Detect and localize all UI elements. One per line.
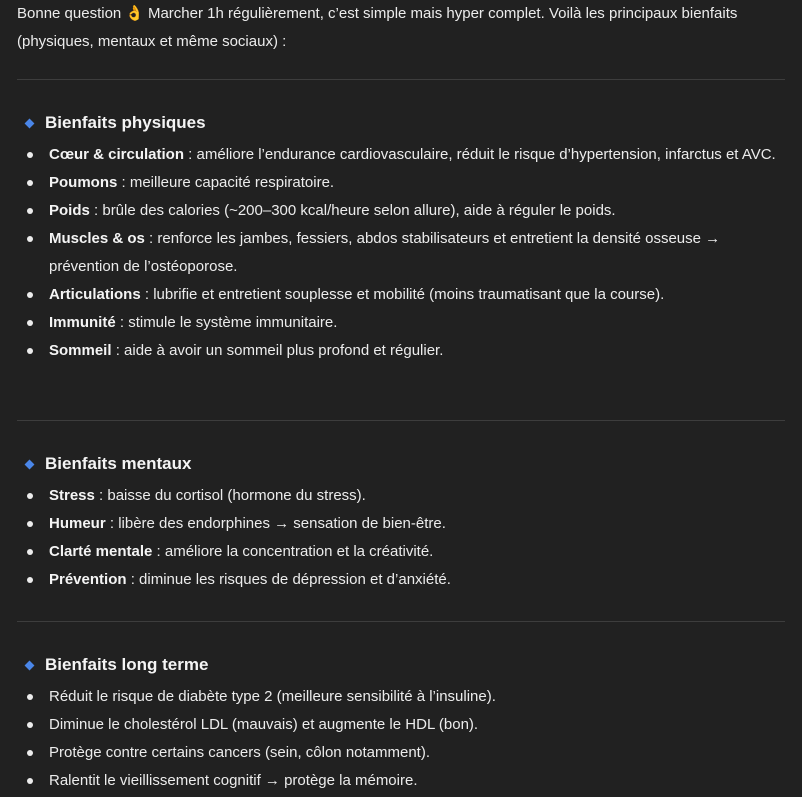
list-item bbox=[0, 141, 790, 169]
bullet-dot-icon bbox=[27, 722, 33, 728]
list-item bbox=[0, 169, 790, 197]
bullet-dot-icon bbox=[27, 577, 33, 583]
divider bbox=[17, 621, 785, 622]
item-text: : améliore la concentration et la créativité. bbox=[152, 543, 434, 560]
list-item bbox=[0, 225, 790, 281]
list-item bbox=[0, 566, 790, 594]
section-title: Bienfaits physiques bbox=[45, 113, 206, 132]
item-label: Prévention bbox=[49, 571, 127, 588]
list-item bbox=[0, 538, 790, 566]
list-item bbox=[0, 510, 790, 538]
section-heading-long-terme bbox=[24, 653, 208, 677]
item-text: : lubrifie et entretient souplesse et mobilité (moins traumatisant que la course). bbox=[140, 286, 665, 303]
item-label: Stress bbox=[49, 487, 95, 504]
item-text: : diminue les risques de dépression et d’anxiété. bbox=[126, 571, 451, 588]
item-text: Réduit le risque de diabète type 2 (meilleure sensibilité à l’insuline). bbox=[49, 688, 496, 705]
item-label: Humeur bbox=[49, 515, 106, 532]
item-text: : renforce les jambes, fessiers, abdos stabilisateurs et entretient la densité osseuse → prévention de l’ostéoporose. bbox=[49, 230, 721, 275]
item-label: Poumons bbox=[49, 174, 118, 191]
list-item bbox=[0, 739, 790, 767]
ok-hand-emoji-icon: 👌 bbox=[125, 5, 144, 22]
item-text: Protège contre certains cancers (sein, côlon notamment). bbox=[49, 744, 431, 761]
list-item bbox=[0, 309, 790, 337]
section-title: Bienfaits long terme bbox=[45, 655, 209, 674]
item-text: : améliore l’endurance cardiovasculaire, réduit le risque d’hypertension, infarctus et AVC. bbox=[184, 146, 776, 163]
item-label: Cœur & circulation bbox=[49, 146, 185, 163]
list-mentaux bbox=[0, 482, 790, 594]
intro-text-start: Bonne question bbox=[17, 5, 122, 22]
item-label: Articulations bbox=[49, 286, 141, 303]
item-text: : aide à avoir un sommeil plus profond et régulier. bbox=[111, 342, 444, 359]
item-text: Diminue le cholestérol LDL (mauvais) et augmente le HDL (bon). bbox=[49, 716, 479, 733]
item-label: Immunité bbox=[49, 314, 116, 331]
bullet-dot-icon bbox=[27, 236, 33, 242]
bullet-dot-icon bbox=[27, 778, 33, 784]
bullet-dot-icon bbox=[27, 152, 33, 158]
bullet-dot-icon bbox=[27, 694, 33, 700]
item-text: : libère des endorphines → sensation de bien-être. bbox=[105, 515, 446, 532]
list-item bbox=[0, 683, 790, 711]
item-label: Poids bbox=[49, 202, 90, 219]
item-label: Sommeil bbox=[49, 342, 112, 359]
bullet-dot-icon bbox=[27, 348, 33, 354]
section-title: Bienfaits mentaux bbox=[45, 454, 192, 473]
item-text: Ralentit le vieillissement cognitif → protège la mémoire. bbox=[49, 772, 418, 789]
diamond-bullet-icon bbox=[25, 459, 35, 469]
item-text: : brûle des calories (~200–300 kcal/heure selon allure), aide à réguler le poids. bbox=[89, 202, 616, 219]
bullet-dot-icon bbox=[27, 292, 33, 298]
diamond-bullet-icon bbox=[25, 660, 35, 670]
bullet-dot-icon bbox=[27, 180, 33, 186]
section-heading-mentaux bbox=[24, 452, 191, 476]
bullet-dot-icon bbox=[27, 320, 33, 326]
item-text: : stimule le système immunitaire. bbox=[115, 314, 338, 331]
list-item bbox=[0, 337, 790, 365]
bullet-dot-icon bbox=[27, 521, 33, 527]
intro-paragraph bbox=[17, 0, 792, 56]
divider bbox=[17, 79, 785, 80]
diamond-bullet-icon bbox=[25, 118, 35, 128]
bullet-dot-icon bbox=[27, 208, 33, 214]
divider bbox=[17, 420, 785, 421]
list-physiques bbox=[0, 141, 790, 365]
intro-text-rest: Marcher 1h régulièrement, c’est simple mais hyper complet. Voilà les principaux bienfaits (physiques, mentaux et même sociaux) : bbox=[17, 5, 738, 50]
list-item bbox=[0, 711, 790, 739]
section-heading-physiques bbox=[24, 111, 206, 135]
list-item bbox=[0, 482, 790, 510]
list-item bbox=[0, 767, 790, 795]
item-label: Muscles & os bbox=[49, 230, 145, 247]
item-text: : baisse du cortisol (hormone du stress). bbox=[94, 487, 366, 504]
list-item bbox=[0, 197, 790, 225]
bullet-dot-icon bbox=[27, 750, 33, 756]
list-item bbox=[0, 281, 790, 309]
item-text: : meilleure capacité respiratoire. bbox=[117, 174, 335, 191]
bullet-dot-icon bbox=[27, 493, 33, 499]
list-long-terme bbox=[0, 683, 790, 795]
item-label: Clarté mentale bbox=[49, 543, 153, 560]
bullet-dot-icon bbox=[27, 549, 33, 555]
